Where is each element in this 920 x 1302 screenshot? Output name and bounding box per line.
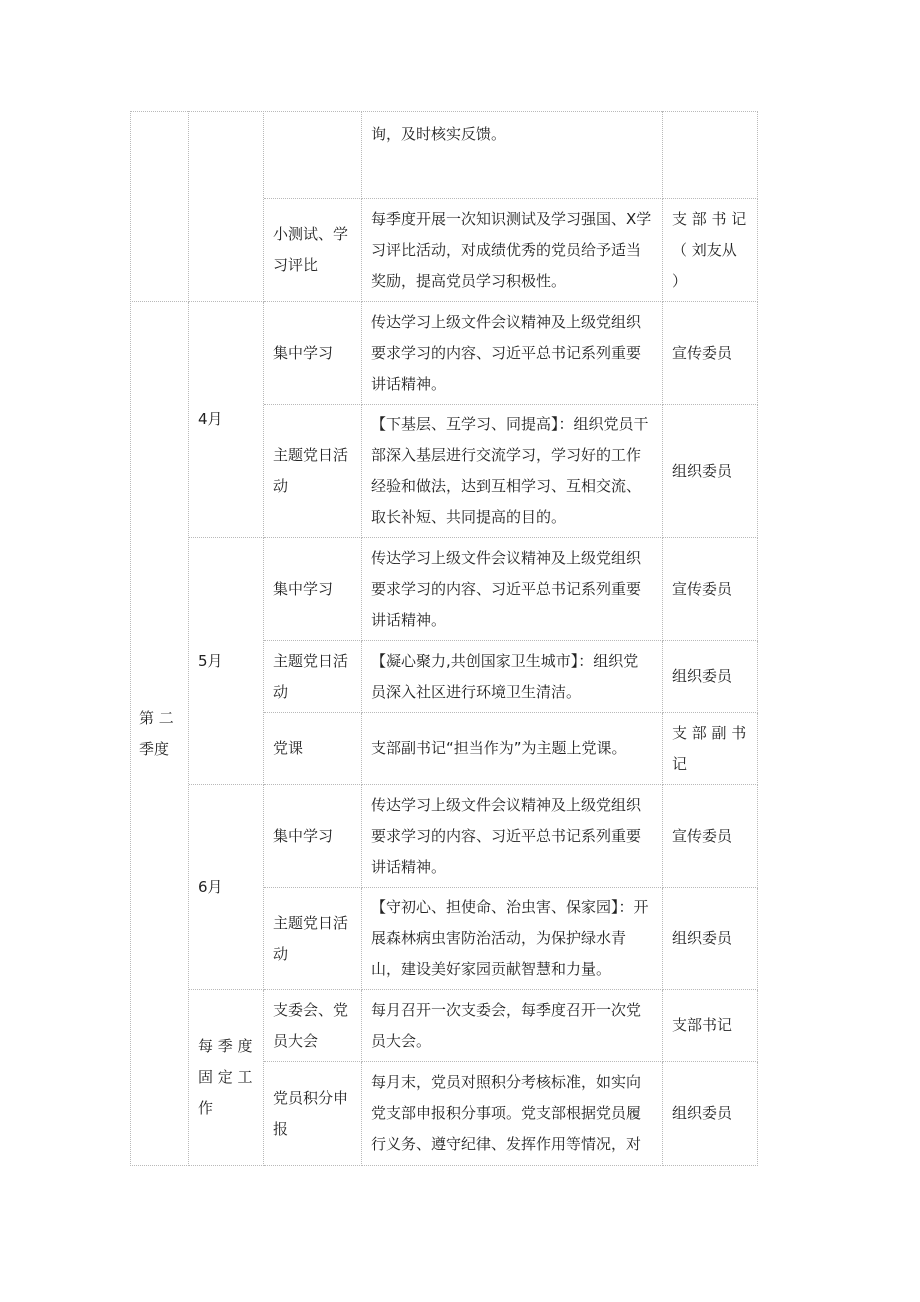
- owner-cell: [663, 111, 758, 199]
- item-text: 党员积分申报: [273, 1088, 349, 1138]
- content-text: 【下基层、互学习、同提高】：组织党员干部深入基层进行交流学习，学习好的工作经验和做法，达到互相学习、互相交流、取长补短、共同提高的目的。: [371, 415, 649, 526]
- quarter-label-line1: 第 二: [139, 708, 174, 727]
- item-cell: [264, 785, 362, 888]
- owner-cell: [663, 302, 758, 405]
- owner-cell: [663, 990, 758, 1062]
- owner-cell: [663, 405, 758, 538]
- owner-cell: [663, 538, 758, 641]
- owner-cell: [663, 785, 758, 888]
- content-cell: [362, 990, 663, 1062]
- content-text: 【守初心、担使命、治虫害、保家园】：开展森林病虫害防治活动，为保护绿水青山，建设美好家园贡献智慧和力量。: [371, 898, 649, 978]
- content-cell: [362, 641, 663, 713]
- item-cell: [264, 405, 362, 538]
- fixed-work-label-line3: 作: [198, 1099, 214, 1117]
- month-label: 6月: [198, 877, 223, 896]
- content-text: 每季度开展一次知识测试及学习强国、X学习评比活动，对成绩优秀的党员给予适当奖励，提高党员学习积极性。: [371, 209, 652, 290]
- item-cell: [264, 302, 362, 405]
- item-text: 主题党日活动: [273, 651, 349, 701]
- item-cell: [264, 538, 362, 641]
- quarter-cell-prev: [130, 111, 189, 302]
- fixed-work-label-line2: 固 定 工: [198, 1068, 253, 1086]
- item-cell: [264, 641, 362, 713]
- content-cell: [362, 713, 663, 785]
- content-text: 每月末，党员对照积分考核标准，如实向党支部申报积分事项。党支部根据党员履行义务、遵守纪律、发挥作用等情况，对: [371, 1073, 642, 1153]
- owner-text: 组织委员: [672, 461, 733, 480]
- item-cell: [264, 111, 362, 199]
- item-text: 集中学习: [273, 826, 334, 845]
- month-label: 4月: [198, 410, 223, 428]
- owner-text: 宣传委员: [672, 343, 733, 362]
- item-text: 主题党日活动: [273, 446, 349, 495]
- owner-text: 宣传委员: [672, 826, 733, 845]
- quarter-label-line2: 季度: [139, 739, 170, 758]
- content-text: 传达学习上级文件会议精神及上级党组织要求学习的内容、习近平总书记系列重要讲话精神。: [371, 795, 642, 876]
- owner-text: 支部书记: [672, 1016, 733, 1034]
- item-text: 支委会、党员大会: [273, 1000, 349, 1050]
- month-cell-fixed: [189, 990, 264, 1166]
- content-cell: [362, 405, 663, 538]
- item-cell: [264, 713, 362, 785]
- owner-cell: [663, 1062, 758, 1166]
- content-text: 【凝心聚力,共创国家卫生城市】：组织党员深入社区进行环境卫生清洁。: [371, 651, 639, 701]
- content-cell: [362, 785, 663, 888]
- owner-cell: [663, 888, 758, 990]
- owner-cell: [663, 199, 758, 302]
- owner-text-line2: （ 刘友从 ）: [672, 240, 737, 290]
- item-text: 集中学习: [273, 343, 334, 362]
- item-cell: [264, 199, 362, 302]
- month-cell-may: [189, 538, 264, 785]
- item-text: 主题党日活动: [273, 913, 349, 963]
- content-cell: [362, 111, 663, 199]
- item-cell: [264, 888, 362, 990]
- owner-text: 组织委员: [672, 929, 733, 947]
- content-cell: [362, 302, 663, 405]
- content-text: 询，及时核实反馈。: [371, 125, 507, 143]
- owner-text: 宣传委员: [672, 579, 733, 598]
- month-cell-prev: [189, 111, 264, 302]
- owner-text: 支 部 副 书 记: [672, 723, 747, 773]
- item-text: 集中学习: [273, 579, 334, 598]
- content-text: 每月召开一次支委会，每季度召开一次党员大会。: [371, 1000, 642, 1050]
- fixed-work-label-line1: 每 季 度: [198, 1037, 253, 1055]
- content-cell: [362, 1062, 663, 1166]
- item-text: 小测试、学习评比: [273, 225, 349, 274]
- owner-text-line1: 支 部 书 记: [672, 209, 747, 228]
- owner-cell: [663, 641, 758, 713]
- month-label: 5月: [198, 651, 223, 670]
- content-text: 传达学习上级文件会议精神及上级党组织要求学习的内容、习近平总书记系列重要讲话精神。: [371, 548, 642, 629]
- month-cell-apr: [189, 302, 264, 538]
- content-cell: [362, 538, 663, 641]
- month-cell-jun: [189, 785, 264, 990]
- item-cell: [264, 990, 362, 1062]
- owner-text: 组织委员: [672, 1104, 733, 1122]
- owner-text: 组织委员: [672, 667, 733, 685]
- quarter-cell: [130, 302, 189, 1166]
- content-cell: [362, 888, 663, 990]
- content-text: 传达学习上级文件会议精神及上级党组织要求学习的内容、习近平总书记系列重要讲话精神。: [371, 312, 642, 393]
- item-text: 党课: [273, 739, 304, 757]
- content-text: 支部副书记“担当作为”为主题上党课。: [371, 739, 627, 757]
- content-cell: [362, 199, 663, 302]
- item-cell: [264, 1062, 362, 1166]
- owner-cell: [663, 713, 758, 785]
